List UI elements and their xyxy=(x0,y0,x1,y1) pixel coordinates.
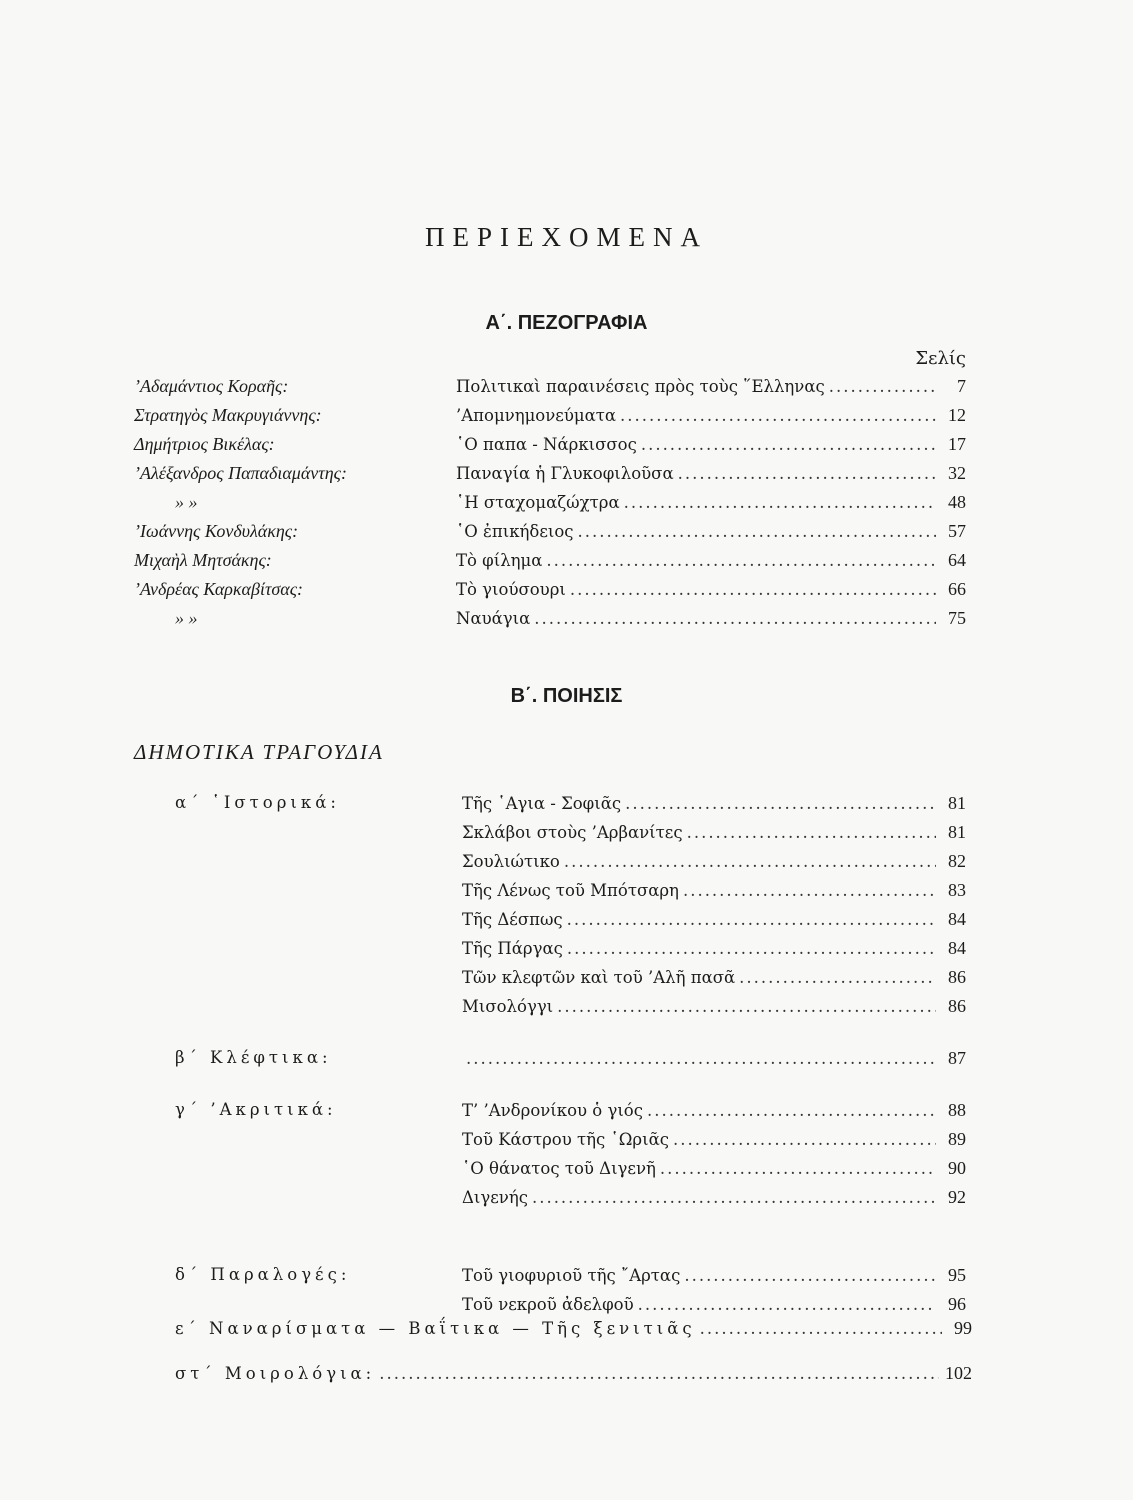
author-name: ’Αδαμάντιος Κοραῆς: xyxy=(134,376,289,396)
entry-title: Πολιτικαὶ παραινέσεις πρὸς τοὺς ῞Ελληνας xyxy=(456,377,825,396)
toc-entry xyxy=(456,608,966,629)
toc-entry xyxy=(462,996,966,1017)
dot-leader xyxy=(534,609,936,628)
dot-leader xyxy=(638,1295,936,1314)
entry-title: Τοῦ γιοφυριοῦ τῆς ῎Αρτας xyxy=(462,1266,681,1285)
page-number: 95 xyxy=(948,1265,966,1285)
dot-leader xyxy=(683,881,936,900)
page-number: 84 xyxy=(948,909,966,929)
dot-leader xyxy=(660,1159,936,1178)
category-label: δ΄ Παραλογές: xyxy=(175,1265,351,1284)
toc-entry xyxy=(462,793,966,814)
dot-leader xyxy=(678,464,936,483)
page-number: 82 xyxy=(948,851,966,871)
dot-leader xyxy=(567,939,936,958)
entry-title: Διγενής xyxy=(462,1188,528,1207)
dot-leader xyxy=(567,910,936,929)
toc-entry-wide xyxy=(175,1363,972,1384)
page-column-label: Σελίς xyxy=(915,348,966,369)
author-name: ’Αλέξανδρος Παπαδιαμάντης: xyxy=(134,463,347,483)
entry-title: Ναυάγια xyxy=(456,609,531,628)
page-number: 86 xyxy=(948,967,966,987)
toc-entry-wide xyxy=(175,1318,972,1339)
page-number: 88 xyxy=(948,1100,966,1120)
dot-leader xyxy=(684,1266,936,1285)
page-number: 66 xyxy=(948,579,966,599)
subheading-folk-songs: ΔΗΜΟΤΙΚΑ ΤΡΑΓΟΥΔΙΑ xyxy=(134,740,384,764)
page-number: 102 xyxy=(945,1363,972,1383)
author-name: Δημήτριος Βικέλας: xyxy=(134,434,275,454)
dot-leader xyxy=(673,1130,936,1149)
page-number: 96 xyxy=(948,1294,966,1314)
toc-entry xyxy=(456,405,966,426)
category-label: β΄ Κλέφτικα: xyxy=(175,1048,332,1067)
dot-leader xyxy=(647,1101,936,1120)
entry-title: Τῶν κλεφτῶν καὶ τοῦ ’Αλῆ πασᾶ xyxy=(462,968,736,987)
dot-leader xyxy=(564,852,936,871)
toc-entry xyxy=(462,1265,966,1286)
page-number: 7 xyxy=(957,376,966,396)
toc-entry xyxy=(456,492,966,513)
toc-entry xyxy=(462,1100,966,1121)
entry-title: ῾Ο ἐπικήδειος xyxy=(456,522,574,541)
page-number: 57 xyxy=(948,521,966,541)
page-number: 48 xyxy=(948,492,966,512)
toc-entry xyxy=(462,1048,966,1069)
page-number: 83 xyxy=(948,880,966,900)
dot-leader xyxy=(379,1364,939,1383)
page-number: 86 xyxy=(948,996,966,1016)
dot-leader xyxy=(466,1049,936,1068)
page-number: 64 xyxy=(948,550,966,570)
section-heading-poetry: Β΄. ΠΟΙΗΣΙΣ xyxy=(510,685,623,707)
page-number: 92 xyxy=(948,1187,966,1207)
dot-leader xyxy=(739,968,936,987)
dot-leader xyxy=(620,406,936,425)
page-number: 90 xyxy=(948,1158,966,1178)
dot-leader xyxy=(578,522,936,541)
entry-title: Τοῦ Κάστρου τῆς ῾Ωριᾶς xyxy=(462,1130,669,1149)
entry-title: Τὸ φίλημα xyxy=(456,551,543,570)
entry-title: Μισολόγγι xyxy=(462,997,554,1016)
toc-entry xyxy=(462,1187,966,1208)
toc-entry xyxy=(462,1158,966,1179)
entry-title: Τῆς Λένως τοῦ Μπότσαρη xyxy=(462,881,679,900)
dot-leader xyxy=(570,580,936,599)
entry-title: ῾Ο παπα - Νάρκισσος xyxy=(456,435,637,454)
dot-leader xyxy=(641,435,936,454)
dot-leader xyxy=(557,997,936,1016)
toc-entry xyxy=(462,967,966,988)
dot-leader xyxy=(532,1188,936,1207)
author-name: » » xyxy=(175,492,198,512)
toc-entry xyxy=(456,463,966,484)
entry-title: Σουλιώτικο xyxy=(462,852,560,871)
author-name: Στρατηγὸς Μακρυγιάννης: xyxy=(134,405,322,425)
dot-leader xyxy=(625,794,936,813)
entry-title: ῾Ο θάνατος τοῦ Διγενῆ xyxy=(462,1159,656,1178)
toc-entry xyxy=(456,434,966,455)
dot-leader xyxy=(700,1319,942,1338)
toc-entry xyxy=(456,579,966,600)
category-label: ε΄ Ναναρίσματα — Βαΐτικα — Τῆς ξενιτιᾶς xyxy=(175,1319,696,1338)
entry-title: Τῆς Πάργας xyxy=(462,939,563,958)
page-number: 89 xyxy=(948,1129,966,1149)
toc-entry xyxy=(462,909,966,930)
dot-leader xyxy=(829,377,936,396)
entry-title: Τοῦ νεκροῦ ἀδελφοῦ xyxy=(462,1295,634,1314)
page-number: 81 xyxy=(948,822,966,842)
category-label: στ΄ Μοιρολόγια: xyxy=(175,1364,376,1383)
toc-entry xyxy=(456,550,966,571)
section-heading-prose: Α΄. ΠΕΖΟΓΡΑΦΙΑ xyxy=(485,312,648,334)
author-name: ’Ανδρέας Καρκαβίτσας: xyxy=(134,579,304,599)
page-number: 99 xyxy=(954,1318,972,1338)
toc-entry xyxy=(462,851,966,872)
author-name: ’Ιωάννης Κονδυλάκης: xyxy=(134,521,299,541)
page-number: 12 xyxy=(948,405,966,425)
entry-title: ’Απομνημονεύματα xyxy=(456,406,616,425)
entry-title: Τῆς ῾Αγια - Σοφιᾶς xyxy=(462,794,622,813)
page-number: 84 xyxy=(948,938,966,958)
page-number: 32 xyxy=(948,463,966,483)
toc-entry xyxy=(462,1129,966,1150)
entry-title: Σκλάβοι στοὺς ’Αρβανίτες xyxy=(462,823,683,842)
toc-entry xyxy=(456,376,966,397)
entry-title: ῾Η σταχομαζώχτρα xyxy=(456,493,620,512)
category-label: α΄ ῾Ιστορικά: xyxy=(175,793,340,812)
toc-entry xyxy=(462,1294,966,1315)
page-number: 87 xyxy=(948,1048,966,1068)
entry-title: Τ’ ’Ανδρονίκου ὁ γιός xyxy=(462,1101,643,1120)
toc-entry xyxy=(462,822,966,843)
author-name: » » xyxy=(175,608,198,628)
dot-leader xyxy=(546,551,936,570)
toc-entry xyxy=(462,880,966,901)
author-name: Μιχαὴλ Μητσάκης: xyxy=(134,550,272,570)
entry-title: Τῆς Δέσπως xyxy=(462,910,563,929)
entry-title: Τὸ γιούσουρι xyxy=(456,580,566,599)
toc-entry xyxy=(462,938,966,959)
entry-title: Παναγία ἡ Γλυκοφιλοῦσα xyxy=(456,464,674,483)
toc-entry xyxy=(456,521,966,542)
page-number: 75 xyxy=(948,608,966,628)
page-title: ΠΕΡΙΕΧΟΜΕΝΑ xyxy=(425,222,708,252)
dot-leader xyxy=(687,823,936,842)
page-number: 81 xyxy=(948,793,966,813)
page-number: 17 xyxy=(948,434,966,454)
dot-leader xyxy=(624,493,936,512)
category-label: γ΄ ’Ακριτικά: xyxy=(175,1100,337,1119)
